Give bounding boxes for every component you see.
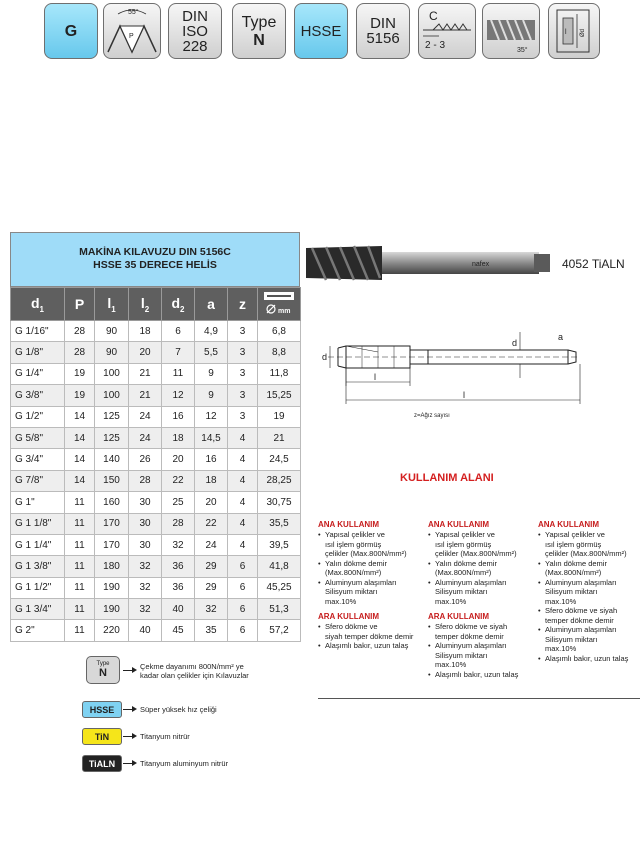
usage-item: (Max.800N/mm²): [325, 568, 382, 577]
table-cell: 3: [228, 385, 258, 406]
table-row: [11, 427, 301, 448]
usage-list: [428, 530, 528, 606]
usage-item: • Aluminyum alaşımları: [538, 625, 638, 635]
table-cell: 11: [65, 492, 95, 513]
table-cell: 15,25: [258, 385, 301, 406]
table-cell: 11: [65, 577, 95, 598]
usage-item: temper dökme demir: [435, 631, 504, 641]
table-cell: 14: [65, 470, 95, 491]
table-cell: 22: [162, 470, 195, 491]
din5156-line2: 5156: [366, 30, 400, 47]
col-header-d1: $d_1$: [11, 288, 65, 321]
usage-item: ısıl işlem görmüş: [325, 539, 382, 549]
table-cell: 28: [65, 342, 95, 363]
table-row: [11, 470, 301, 491]
usage-item: • Yapısal çelikler ve: [538, 530, 638, 540]
table-cell: 12: [162, 385, 195, 406]
table-cell: 4: [228, 492, 258, 513]
table-cell: 45: [162, 620, 195, 641]
table-cell: 5,5: [195, 342, 228, 363]
legend-text: Titanyum nitrür: [140, 732, 190, 741]
table-cell: 30,75: [258, 492, 301, 513]
table-cell: G 1": [11, 492, 65, 513]
table-cell: 9: [195, 385, 228, 406]
hsse-label: HSSE: [300, 22, 342, 40]
type-n-badge: [232, 3, 286, 59]
col-header-a: a: [195, 288, 228, 321]
table-cell: 28,25: [258, 470, 301, 491]
usage-item: • Yapısal çelikler ve: [428, 530, 528, 540]
spec-table-body: [11, 321, 301, 642]
chamfer-letter: C: [429, 9, 438, 23]
table-cell: 40: [162, 599, 195, 620]
table-cell: 12: [195, 406, 228, 427]
table-row: [11, 385, 301, 406]
table-cell: G 1 1/2": [11, 577, 65, 598]
legend-text: Süper yüksek hız çeliği: [140, 705, 217, 714]
table-cell: 6: [228, 599, 258, 620]
legend-badge: TiALN: [82, 755, 122, 772]
din-5156-badge: [356, 3, 410, 59]
usage-item: • Alaşımlı bakır, uzun talaş: [538, 654, 638, 664]
spiral-flute-icon: [483, 4, 539, 58]
table-row: [11, 492, 301, 513]
usage-item: • Sfero dökme ve siyah: [428, 622, 528, 632]
usage-item: Silisyum miktarı: [545, 587, 598, 596]
type-label: Type: [241, 13, 277, 31]
usage-item: çelikler (Max.800N/mm²): [435, 549, 517, 558]
tap-technical-drawing: [318, 322, 588, 422]
table-cell: 35: [195, 620, 228, 641]
table-cell: G 1 1/8": [11, 513, 65, 534]
drawing-z-note: z=Ağız sayısı: [414, 413, 450, 419]
table-cell: 30: [129, 492, 162, 513]
usage-column: [318, 520, 418, 657]
table-cell: 57,2: [258, 620, 301, 641]
table-cell: G 2": [11, 620, 65, 641]
spec-table-title: [10, 232, 300, 287]
table-cell: 14,5: [195, 427, 228, 448]
table-row: [11, 513, 301, 534]
dimension-icon: [549, 4, 599, 58]
usage-item: Silisyum miktarı: [435, 587, 488, 596]
table-cell: 16: [162, 406, 195, 427]
usage-heading: ARA KULLANIM: [428, 612, 490, 621]
table-cell: 9: [195, 363, 228, 384]
table-cell: 220: [95, 620, 129, 641]
chamfer-value: 2 - 3: [425, 40, 446, 51]
col-header-p: P: [65, 288, 95, 321]
table-cell: 21: [129, 363, 162, 384]
din-iso-line3: 228: [182, 37, 208, 55]
table-cell: 11: [65, 534, 95, 555]
table-cell: 140: [95, 449, 129, 470]
tap-product-image: [304, 244, 554, 284]
arrow-right-icon: [123, 736, 135, 737]
usage-item: max.10%: [435, 660, 467, 669]
table-row: [11, 599, 301, 620]
usage-item: max.10%: [545, 644, 577, 653]
table-row: [11, 321, 301, 342]
table-cell: 150: [95, 470, 129, 491]
table-cell: 90: [95, 321, 129, 342]
table-cell: 6,8: [258, 321, 301, 342]
chamfer-icon: [419, 4, 475, 58]
table-cell: 11: [162, 363, 195, 384]
table-cell: G 1 3/4": [11, 599, 65, 620]
drill-diameter-unit: mm: [278, 307, 291, 315]
table-cell: 4,9: [195, 321, 228, 342]
usage-item: • Yalın dökme demir: [318, 559, 418, 569]
type-value: N: [253, 31, 265, 49]
table-cell: 18: [162, 427, 195, 448]
usage-item: max.10%: [545, 596, 577, 606]
usage-column: [538, 520, 638, 669]
table-row: [11, 577, 301, 598]
table-cell: 14: [65, 449, 95, 470]
table-cell: 20: [195, 492, 228, 513]
table-cell: 19: [65, 363, 95, 384]
usage-list: [428, 622, 528, 679]
drawing-d2-label: d: [512, 338, 518, 348]
usage-item: Silisyum miktarı: [325, 587, 378, 596]
table-cell: 190: [95, 577, 129, 598]
thread-profile-badge: [103, 3, 161, 59]
table-cell: 32: [129, 599, 162, 620]
spec-table-section: [10, 232, 300, 642]
legend-text: Çekme dayanımı 800N/mm² ye: [140, 662, 244, 671]
usage-item: • Yapısal çelikler ve: [318, 530, 418, 540]
din5156-line1: DIN: [370, 15, 396, 32]
thread-type-label: G: [64, 22, 78, 40]
table-cell: 18: [195, 470, 228, 491]
drawing-d1-label: d: [322, 352, 328, 362]
table-cell: 4: [228, 470, 258, 491]
spiral-flute-badge: [482, 3, 540, 59]
table-cell: 36: [162, 556, 195, 577]
table-cell: G 5/8": [11, 427, 65, 448]
legend-badge: [86, 656, 120, 684]
table-cell: 32: [129, 556, 162, 577]
table-row: [11, 620, 301, 641]
table-cell: 90: [95, 342, 129, 363]
table-cell: 6: [228, 577, 258, 598]
usage-item: • Sfero dökme ve: [318, 622, 418, 632]
table-cell: 24: [129, 406, 162, 427]
table-row: [11, 342, 301, 363]
dimension-d2-label: Ød: [580, 28, 586, 37]
usage-item: • Alaşımlı bakır, uzun talaş: [428, 670, 528, 680]
table-cell: 20: [162, 449, 195, 470]
table-cell: G 1 1/4": [11, 534, 65, 555]
usage-item: çelikler (Max.800N/mm²): [545, 549, 627, 558]
drawing-l1-label: l: [463, 390, 465, 400]
usage-item: Silisyum miktarı: [545, 634, 598, 644]
table-cell: 29: [195, 577, 228, 598]
din-iso-line1: DIN: [182, 7, 208, 25]
table-cell: 4: [228, 449, 258, 470]
table-cell: 11: [65, 620, 95, 641]
table-cell: G 1/8": [11, 342, 65, 363]
table-cell: 7: [162, 342, 195, 363]
table-cell: 28: [162, 513, 195, 534]
table-cell: 125: [95, 427, 129, 448]
table-cell: 3: [228, 321, 258, 342]
din-iso-line2: ISO: [182, 22, 208, 40]
table-cell: 39,5: [258, 534, 301, 555]
table-cell: 25: [162, 492, 195, 513]
col-header-z: z: [228, 288, 258, 321]
thread-type-badge: [44, 3, 98, 59]
table-cell: 4: [228, 427, 258, 448]
col-header-drill-icon: [258, 288, 301, 321]
table-cell: 8,8: [258, 342, 301, 363]
table-cell: 190: [95, 599, 129, 620]
table-cell: 180: [95, 556, 129, 577]
table-cell: 3: [228, 342, 258, 363]
tap-brand-label: nafex: [472, 261, 490, 268]
usage-item: ısıl işlem görmüş: [545, 539, 602, 549]
table-cell: 125: [95, 406, 129, 427]
table-cell: 11: [65, 556, 95, 577]
usage-item: • Aluminyum alaşımları: [428, 578, 528, 588]
drill-diameter-icon: [261, 289, 297, 317]
hsse-badge: [294, 3, 348, 59]
table-cell: 19: [258, 406, 301, 427]
table-cell: 14: [65, 406, 95, 427]
table-cell: 6: [228, 620, 258, 641]
table-cell: 21: [129, 385, 162, 406]
usage-item: max.10%: [325, 596, 357, 606]
usage-list: [538, 530, 638, 663]
spec-title-line1: MAKİNA KILAVUZU DIN 5156C: [79, 246, 231, 258]
usage-item: • Yalın dökme demir: [428, 559, 528, 569]
usage-list: [318, 530, 418, 606]
table-cell: 32: [162, 534, 195, 555]
table-cell: 32: [129, 577, 162, 598]
usage-heading: ARA KULLANIM: [318, 612, 380, 621]
legend-badge: TiN: [82, 728, 122, 745]
table-cell: 41,8: [258, 556, 301, 577]
spec-table: [10, 287, 301, 642]
arrow-right-icon: [123, 709, 135, 710]
col-header-d2: $d_2$: [162, 288, 195, 321]
thread-pitch-label: P: [129, 33, 134, 40]
table-cell: 19: [65, 385, 95, 406]
drawing-a-label: a: [558, 332, 564, 342]
table-cell: G 3/4": [11, 449, 65, 470]
table-cell: 29: [195, 556, 228, 577]
table-cell: 16: [195, 449, 228, 470]
table-row: [11, 406, 301, 427]
legend-badge-label: N: [99, 667, 107, 679]
table-cell: 170: [95, 513, 129, 534]
table-cell: G 1 3/8": [11, 556, 65, 577]
col-header-l1: $l_1$: [95, 288, 129, 321]
usage-item: (Max.800N/mm²): [435, 568, 492, 577]
usage-item: siyah temper dökme demir: [325, 631, 414, 641]
table-cell: G 7/8": [11, 470, 65, 491]
usage-item: Silisyum miktarı: [435, 650, 488, 660]
usage-list: [318, 622, 418, 651]
legend-badge: HSSE: [82, 701, 122, 718]
dimension-l2-label: l: [565, 29, 567, 36]
thread-angle-label: 55°: [128, 9, 139, 16]
usage-item: • Aluminyum alaşımları: [428, 641, 528, 651]
table-cell: 30: [129, 513, 162, 534]
helix-angle-label: 35°: [517, 47, 528, 54]
table-cell: 4: [228, 513, 258, 534]
table-cell: 4: [228, 534, 258, 555]
table-cell: 26: [129, 449, 162, 470]
usage-area-title: KULLANIM ALANI: [400, 472, 494, 484]
legend-text: kadar olan çelikler için Kılavuzlar: [140, 671, 249, 680]
table-cell: 11: [65, 513, 95, 534]
usage-item: • Aluminyum alaşımları: [538, 578, 638, 588]
table-cell: G 1/16": [11, 321, 65, 342]
table-cell: 45,25: [258, 577, 301, 598]
spec-title-line2: HSSE 35 DERECE HELİS: [93, 259, 217, 271]
table-cell: 3: [228, 363, 258, 384]
table-cell: G 1/2": [11, 406, 65, 427]
table-cell: 6: [228, 556, 258, 577]
usage-heading: ANA KULLANIM: [428, 520, 490, 529]
dimension-badge: [548, 3, 600, 59]
table-cell: 100: [95, 363, 129, 384]
col-header-l2: $l_2$: [129, 288, 162, 321]
table-row: [11, 534, 301, 555]
table-cell: 24: [195, 534, 228, 555]
usage-item: • Alaşımlı bakır, uzun talaş: [318, 641, 418, 651]
chamfer-badge: [418, 3, 476, 59]
table-cell: G 3/8": [11, 385, 65, 406]
usage-item: • Yalın dökme demir: [538, 559, 638, 569]
usage-heading: ANA KULLANIM: [318, 520, 380, 529]
table-cell: 21: [258, 427, 301, 448]
table-cell: 3: [228, 406, 258, 427]
table-cell: 18: [129, 321, 162, 342]
table-cell: 6: [162, 321, 195, 342]
table-cell: 20: [129, 342, 162, 363]
product-model-label: 4052 TiALN: [562, 257, 625, 271]
usage-item: • Aluminyum alaşımları: [318, 578, 418, 588]
table-cell: 51,3: [258, 599, 301, 620]
legend-badge-top: Type: [96, 661, 110, 667]
thread-profile-icon: [104, 4, 160, 58]
usage-bottom-rule: [318, 698, 640, 699]
usage-heading: ANA KULLANIM: [538, 520, 600, 529]
table-cell: 24,5: [258, 449, 301, 470]
table-cell: 14: [65, 427, 95, 448]
table-row: [11, 556, 301, 577]
table-cell: 11: [65, 599, 95, 620]
usage-item: çelikler (Max.800N/mm²): [325, 549, 407, 558]
usage-item: temper dökme demir: [545, 615, 614, 625]
usage-item: • Sfero dökme ve siyah: [538, 606, 638, 616]
table-row: [11, 449, 301, 470]
legend-text: Titanyum aluminyum nitrür: [140, 759, 229, 768]
drawing-l2-label: l: [374, 372, 376, 382]
table-cell: 22: [195, 513, 228, 534]
din-iso-228-badge: [168, 3, 222, 59]
spec-table-header-row: [11, 288, 301, 321]
usage-item: (Max.800N/mm²): [545, 568, 602, 577]
table-cell: 32: [195, 599, 228, 620]
table-cell: 30: [129, 534, 162, 555]
table-cell: 28: [65, 321, 95, 342]
table-cell: 35,5: [258, 513, 301, 534]
table-cell: 100: [95, 385, 129, 406]
usage-item: ısıl işlem görmüş: [435, 539, 492, 549]
table-cell: 160: [95, 492, 129, 513]
table-cell: G 1/4": [11, 363, 65, 384]
usage-item: max.10%: [435, 596, 467, 606]
arrow-right-icon: [123, 670, 135, 671]
arrow-right-icon: [123, 763, 135, 764]
usage-column: [428, 520, 528, 685]
table-cell: 36: [162, 577, 195, 598]
table-row: [11, 363, 301, 384]
table-cell: 11,8: [258, 363, 301, 384]
table-cell: 40: [129, 620, 162, 641]
table-cell: 170: [95, 534, 129, 555]
table-cell: 24: [129, 427, 162, 448]
table-cell: 28: [129, 470, 162, 491]
